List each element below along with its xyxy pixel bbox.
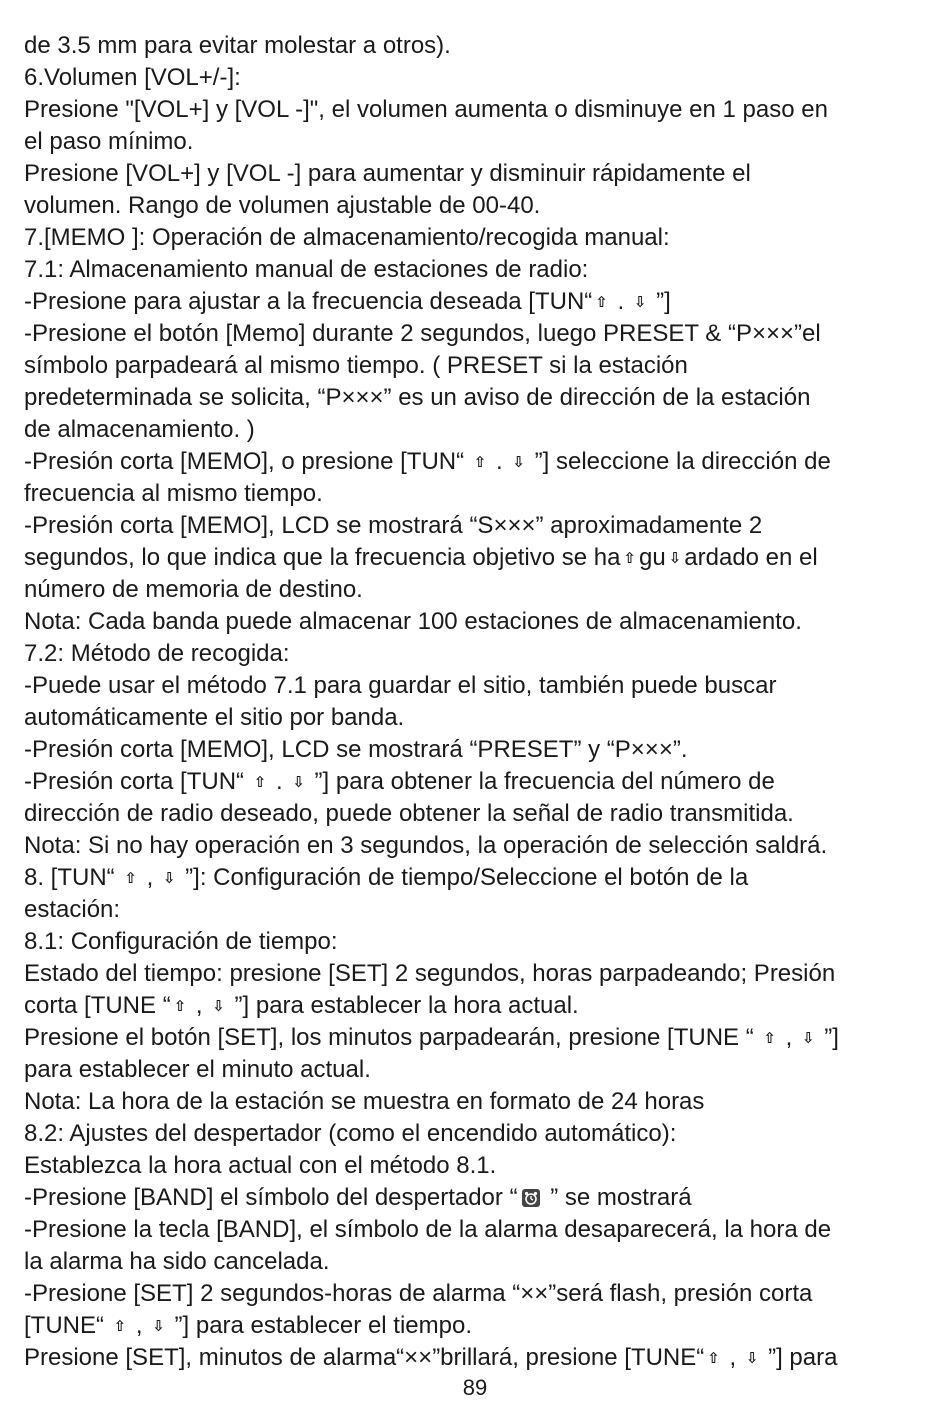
text-line: 7.1: Almacenamiento manual de estaciones de radio: xyxy=(24,256,589,283)
text-line: número de memoria de destino. xyxy=(24,576,363,603)
down-arrow-icon: ⇩ xyxy=(745,1350,759,1367)
text-line: corta [TUNE “ ⇧ , ⇩ ”] para establecer la hora actual. xyxy=(24,990,929,1022)
text-line: dirección de radio deseado, puede obtener la señal de radio transmitida. xyxy=(24,800,794,827)
text-line: Presione "[VOL+] y [VOL -]", el volumen aumenta o disminuye en 1 paso en xyxy=(24,96,828,123)
text-line: Presione [SET], minutos de alarma“××”brillará, presione [TUNE“ ⇧ , ⇩ ”] para xyxy=(24,1342,929,1374)
up-arrow-icon: ⇧ xyxy=(707,1350,720,1367)
text-line: frecuencia al mismo tiempo. xyxy=(24,480,323,507)
text-line: la alarma ha sido cancelada. xyxy=(24,1248,330,1275)
text-line: de almacenamiento. ) xyxy=(24,416,255,443)
up-arrow-icon: ⇧ xyxy=(124,870,137,887)
text-line: de 3.5 mm para evitar molestar a otros). xyxy=(24,32,451,59)
text-line: -Presión corta [MEMO], LCD se mostrará “S×××” aproximadamente 2 xyxy=(24,512,763,539)
text-line: 7.[MEMO ]: Operación de almacenamiento/recogida manual: xyxy=(24,224,670,251)
down-arrow-icon: ⇩ xyxy=(212,998,225,1015)
text-line: 8. [TUN“ ⇧ , ⇩ ”]: Configuración de tiempo/Seleccione el botón de la xyxy=(24,862,929,894)
text-line: segundos, lo que indica que la frecuencia objetivo se ha ⇧ gu ⇩ ardado en el xyxy=(24,542,929,574)
down-arrow-icon: ⇩ xyxy=(292,774,305,791)
text-line: [TUNE“ ⇧ , ⇩ ”] para establecer el tiempo. xyxy=(24,1310,929,1342)
text-line: -Presión corta [TUN“ ⇧ . ⇩ ”] para obtener la frecuencia del número de xyxy=(24,766,929,798)
text-line: -Presione [SET] 2 segundos-horas de alarma “××”será flash, presión corta xyxy=(24,1280,813,1307)
text-line: volumen. Rango de volumen ajustable de 00-40. xyxy=(24,192,541,219)
page-number: 89 xyxy=(462,1375,488,1400)
text-line: Nota: La hora de la estación se muestra en formato de 24 horas xyxy=(24,1088,705,1115)
up-arrow-icon: ⇧ xyxy=(595,294,608,311)
alarm-clock-icon xyxy=(522,1189,540,1207)
up-arrow-icon: ⇧ xyxy=(173,998,187,1015)
text-line: Establezca la hora actual con el método 8.1. xyxy=(24,1152,497,1179)
text-line: 8.1: Configuración de tiempo: xyxy=(24,928,338,955)
down-arrow-icon: ⇩ xyxy=(668,550,682,567)
text-line: -Presione para ajustar a la frecuencia deseada [TUN“ ⇧ . ⇩ ”] xyxy=(24,286,929,318)
text-line: -Puede usar el método 7.1 para guardar el sitio, también puede buscar xyxy=(24,672,777,699)
down-arrow-icon: ⇩ xyxy=(512,454,525,471)
text-line: 8.2: Ajustes del despertador (como el encendido automático): xyxy=(24,1120,677,1147)
text-line: Presione [VOL+] y [VOL -] para aumentar y disminuir rápidamente el xyxy=(24,160,751,187)
up-arrow-icon: ⇧ xyxy=(623,550,636,567)
up-arrow-icon: ⇧ xyxy=(253,774,267,791)
down-arrow-icon: ⇩ xyxy=(162,870,176,887)
down-arrow-icon: ⇩ xyxy=(633,294,647,311)
text-line: Nota: Si no hay operación en 3 segundos, la operación de selección saldrá. xyxy=(24,832,828,859)
text-line: -Presione [BAND] el símbolo del despertador “ ” se mostrará xyxy=(24,1184,692,1211)
up-arrow-icon: ⇧ xyxy=(763,1030,776,1047)
up-arrow-icon: ⇧ xyxy=(473,454,487,471)
text-line: -Presione la tecla [BAND], el símbolo de la alarma desaparecerá, la hora de xyxy=(24,1216,832,1243)
text-line: -Presión corta [MEMO], LCD se mostrará “PRESET” y “P×××”. xyxy=(24,736,688,763)
body-text xyxy=(24,30,929,1374)
text-line: el paso mínimo. xyxy=(24,128,194,155)
down-arrow-icon: ⇩ xyxy=(152,1318,165,1335)
text-line: -Presione el botón [Memo] durante 2 segundos, luego PRESET & “P×××”el xyxy=(24,320,821,347)
text-line: predeterminada se solicita, “P×××” es un aviso de dirección de la estación xyxy=(24,384,811,411)
text-line: -Presión corta [MEMO], o presione [TUN“ ⇧ . ⇩ ”] seleccione la dirección de xyxy=(24,446,929,478)
text-line: estación: xyxy=(24,896,121,923)
text-line: 7.2: Método de recogida: xyxy=(24,640,290,667)
text-line: Estado del tiempo: presione [SET] 2 segundos, horas parpadeando; Presión xyxy=(24,960,836,987)
up-arrow-icon: ⇧ xyxy=(113,1318,127,1335)
text-line: 6.Volumen [VOL+/-]: xyxy=(24,64,241,91)
text-line: para establecer el minuto actual. xyxy=(24,1056,371,1083)
text-line: Presione el botón [SET], los minutos parpadearán, presione [TUNE “ ⇧ , ⇩ ”] xyxy=(24,1022,929,1054)
text-line: Nota: Cada banda puede almacenar 100 estaciones de almacenamiento. xyxy=(24,608,802,635)
text-line: automáticamente el sitio por banda. xyxy=(24,704,405,731)
text-line: símbolo parpadeará al mismo tiempo. ( PRESET si la estación xyxy=(24,352,688,379)
down-arrow-icon: ⇩ xyxy=(801,1030,815,1047)
